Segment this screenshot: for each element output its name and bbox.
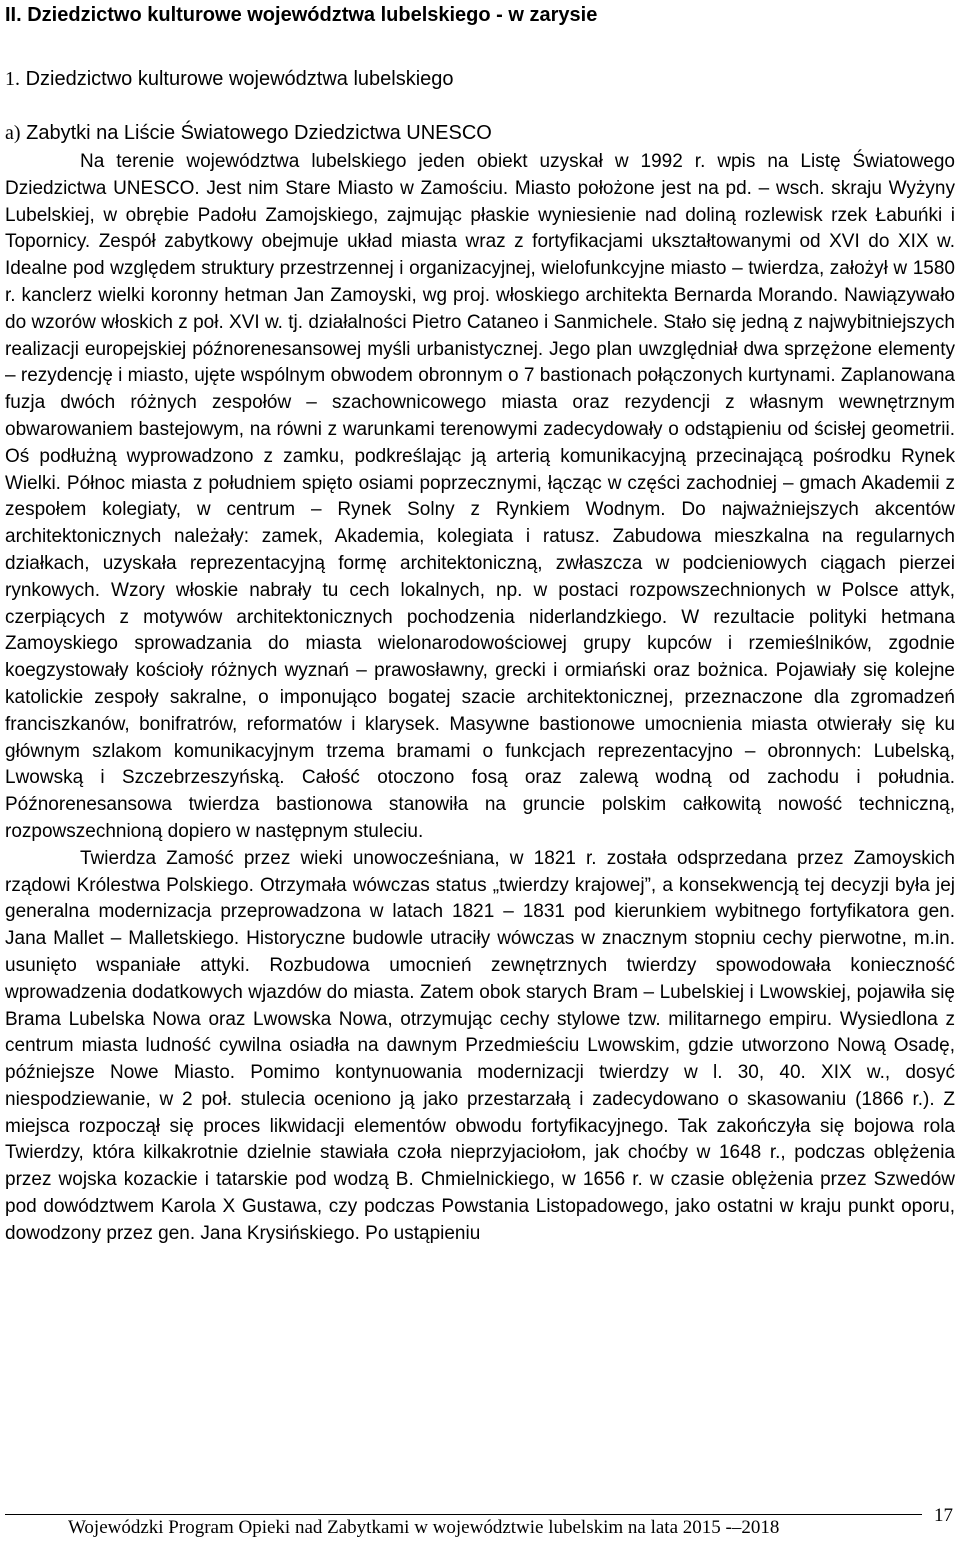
- paragraph-twierdza-zamosc: Twierdza Zamość przez wieki unowocześniana, w 1821 r. została odsprzedana przez Zamoyskich rządowi Królestwa Polskiego. Otrzymała wówczas status „twierdzy krajowej”, a konsekwencją tej decyzji była jej generalna modernizacja przeprowadzona w latach 1821 – 1831 pod kierunkiem wybitnego fortyfikatora gen. Jana Mallet – Malletskiego. Historyczne budowle utraciły wówczas w znacznym stopniu cechy pierwotne, m.in. usunięto wspaniałe attyki. Rozbudowa umocnień zewnętrznych twierdzy spowodowała konieczność wprowadzenia dodatkowych wjazdów do miasta. Zatem obok starych Bram – Lubelskiej i Lwowskiej, pojawiła się Brama Lubelska Nowa oraz Lwowska Nowa, otrzymując cechy stylowe tzw. militarnego empiru. Wysiedlona z centrum miasta ludność cywilna osiadła na dawnym Przedmieściu Lwowskim, gdzie utworzono Nową Osadę, późniejsze Nowe Miasto. Pomimo kontynuowania modernizacji twierdzy w l. 30, 40. XIX w., dosyć niespodziewanie, w 2 poł. stulecia oceniono ją jako przestarzałą i zadecydowano o skasowaniu (1866 r.). Z miejsca rozpoczął się proces likwidacji elementów obwodu fortyfikacyjnego. Tak zakończyła się bojowa rola Twierdzy, która kilkakrotnie dzielnie stawiała czoła nieprzyjaciołom, jak choćby w 1648 r., podczas oblężenia przez wojska kozackie i tatarskie pod wodzą B. Chmielnickiego, w 1656 r. w czasie oblężenia przez Szwedów pod dowództwem Karola X Gustawa, czy podczas Powstania Listopadowego, jako ostatni w kraju punkt oporu, dowodzony przez gen. Jana Krysińskiego. Po ustąpieniu: [5, 847, 955, 1244]
- section-heading: II. Dziedzictwo kulturowe województwa lubelskiego - w zarysie: [5, 4, 598, 26]
- subsection-heading: [5, 66, 454, 92]
- point-label: a): [5, 122, 21, 144]
- subsection-title: Dziedzictwo kulturowe województwa lubelskiego: [25, 68, 454, 90]
- footer-divider: [5, 1514, 922, 1515]
- point-heading: [5, 120, 492, 146]
- paragraph-unesco-zamosc: Na terenie województwa lubelskiego jeden obiekt uzyskał w 1992 r. wpis na Listę Światowego Dziedzictwa UNESCO. Jest nim Stare Miasto w Zamościu. Miasto położone jest na pd. – wsch. skraju Wyżyny Lubelskiej, w obrębie Padołu Zamojskiego, zajmując płaskie wyniesienie nad doliną rozlewisk rzek Łabuńki i Topornicy. Zespół zabytkowy obejmuje układ miasta wraz z fortyfikacjami ukształtowanymi od XVI do XIX w. Idealne pod względem struktury przestrzennej i organizacyjnej, wielofunkcyjne miasto – twierdza, założył w 1580 r. kanclerz wielki koronny hetman Jan Zamoyski, wg proj. włoskiego architekta Bernarda Morando. Nawiązywało do wzorów włoskich z poł. XVI w. tj. działalności Pietro Cataneo i Sanmichele. Stało się jedną z najwybitniejszych realizacji europejskiej późnorenesansowej myśli urbanistycznej. Jego plan uwzględniał dwa sprzężone elementy – rezydencję i miasto, ujęte wspólnym obwodem obronnym o 7 bastionach połączonych kurtynami. Zaplanowana fuzja dwóch różnych zespołów – szachownicowego miasta oraz rezydencji z własnym wewnętrznym obwarowaniem bastejowym, na równi z warunkami terenowymi zadecydowały o odstąpieniu od ścisłej geometrii. Oś podłużną wyprowadzono z zamku, podkreślając ją arterią komunikacyjną przecinającą pośrodku Rynek Wielki. Północ miasta z południem spięto osiami poprzecznymi, łącząc w części zachodniej – gmach Akademii z zespołem kolegiaty, w centrum – Rynek Solny z Rynkiem Wodnym. Do najważniejszych akcentów architektonicznych należały: zamek, Akademia, kolegiata i ratusz. Zabudowa mieszkalna na regularnych działkach, uzyskała reprezentacyjną formę architektoniczną, zwłaszcza w podcieniowych ciągach pierzei rynkowych. Wzory włoskie nabrały tu cech lokalnych, np. w postaci rozpowszechnionych w Polsce attyk, czerpiących z motywów architektonicznych pochodzenia niderlandzkiego. W rezultacie polityki hetmana Zamoyskiego sprowadzania do miasta wielonarodowościowej grupy kupców i rzemieślników, zgodnie koegzystowały kościoły różnych wyznań – prawosławny, grecki i ormiański oraz bożnica. Pojawiały się kolejne katolickie zespoły sakralne, o imponująco bogatej szacie architektonicznej, przeznaczone dla zgromadzeń franciszkanów, bonifratrów, reformatów i klarysek. Masywne bastionowe umocnienia miasta otwierały się ku głównym szlakom komunikacyjnym trzema bramami o funkcjach reprezentacyjno – obronnych: Lubelską, Lwowską i Szczebrzeszyńską. Całość otoczono fosą oraz zalewą wodną od zachodu i południa. Późnorenesansowa twierdza bastionowa stanowiła na gruncie polskim całkowitą nowość techniczną, rozpowszechnioną dopiero w następnym stuleciu.: [5, 151, 955, 842]
- footer-title: Wojewódzki Program Opieki nad Zabytkami w województwie lubelskim na lata 2015 -–2018: [68, 1517, 780, 1538]
- subsection-number: 1.: [5, 68, 20, 90]
- page-number: 17: [934, 1505, 953, 1526]
- point-title: Zabytki na Liście Światowego Dziedzictwa UNESCO: [26, 122, 492, 144]
- body-text: [5, 149, 955, 1248]
